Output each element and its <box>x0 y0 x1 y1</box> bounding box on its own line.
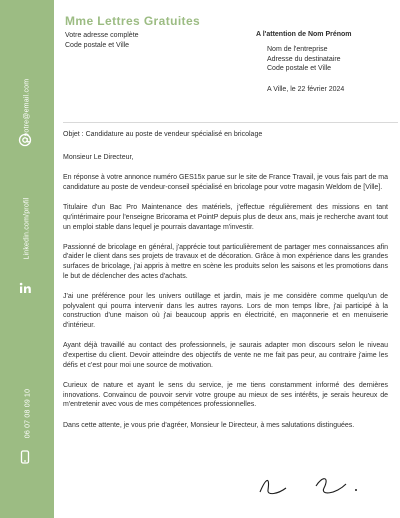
paragraph: Titulaire d'un Bac Pro Maintenance des matériels, j'effectue régulièrement des missions en tant qu'intérimaire pour l'enseigne Bricorama et PointP depuis plus de deux ans, mais je recherche avant tout un emploi stable dans lequel je pourrais davantage m'investir. <box>63 204 388 231</box>
letter-body <box>63 153 388 441</box>
paragraph: Passionné de bricolage en général, j'apprécie tout particulièrement de partager mes connaissances afin d'aider le client dans ses projets de travaux et de décoration. Grâce à mon expérience dans les grandes surfaces de bricolage, j'ai appris à mettre en scène les produits selon les saisons et les promotions dans le but de déclencher des actes d'achats. <box>63 243 388 280</box>
divider <box>63 122 398 123</box>
sidebar-phone: 06 07 08 09 10 <box>24 388 32 439</box>
recipient-address: Adresse du destinataire <box>267 55 341 63</box>
at-icon <box>18 133 32 147</box>
signature <box>256 470 366 504</box>
paragraph: En réponse à votre annonce numéro GES15x parue sur le site de France Travail, je vous fais part de ma candidature au poste de vendeur-conseil spécialisé en bricolage pour votre magasin Weldom de [Ville]. <box>63 174 388 191</box>
linkedin-icon <box>18 281 32 295</box>
sidebar <box>0 0 54 518</box>
sender-address: Votre adresse complète <box>65 32 139 39</box>
recipient-block <box>267 45 341 74</box>
salutation: Monsieur Le Directeur, <box>63 154 134 161</box>
sidebar-linkedin: Linkedin.com/profil <box>23 197 31 260</box>
paragraph: J'ai une préférence pour les univers outillage et jardin, mais je me considère comme quelqu'un de polyvalent qui pourra intervenir dans les autres rayons. Lors de mon temps libre, j'ai participé à la construction d'une maison où j'ai beaucoup appris en électricité, en maçonnerie et en menuiserie d'intérieur. <box>63 293 388 330</box>
recipient-attention: A l'attention de Nom Prénom <box>256 31 352 38</box>
letter-date: A Ville, le 22 février 2024 <box>267 86 345 93</box>
letter-subject: Objet : Candidature au poste de vendeur spécialisé en bricolage <box>63 131 263 138</box>
sender-name: Mme Lettres Gratuites <box>65 14 201 28</box>
sidebar-email: votre@email.com <box>23 78 31 137</box>
closing-paragraph: Dans cette attente, je vous prie d'agréer, Monsieur le Directeur, à mes salutations distinguées. <box>63 421 355 429</box>
paragraph: Curieux de nature et ayant le sens du service, je me tiens constamment informé des dernières innovations. Convaincu de pouvoir servir votre groupe au mieux de ses intérêts, je serais heureux de m'entretenir avec vous de mes compétences professionnelles. <box>63 381 388 409</box>
recipient-city: Code postale et Ville <box>267 65 332 72</box>
paragraph: Ayant déjà travaillé au contact des professionnels, je saurais adapter mon discours selon le niveau d'expertise du client. Devoir atteindre des objectifs de vente ne me fait pas peur, au contraire j'aime les défis et c'est pour moi une source de motivation. <box>63 342 388 369</box>
sender-city: Code postale et Ville <box>65 41 130 49</box>
sender-block <box>65 31 139 50</box>
phone-icon <box>18 450 32 464</box>
recipient-company: Nom de l'entreprise <box>267 46 328 53</box>
